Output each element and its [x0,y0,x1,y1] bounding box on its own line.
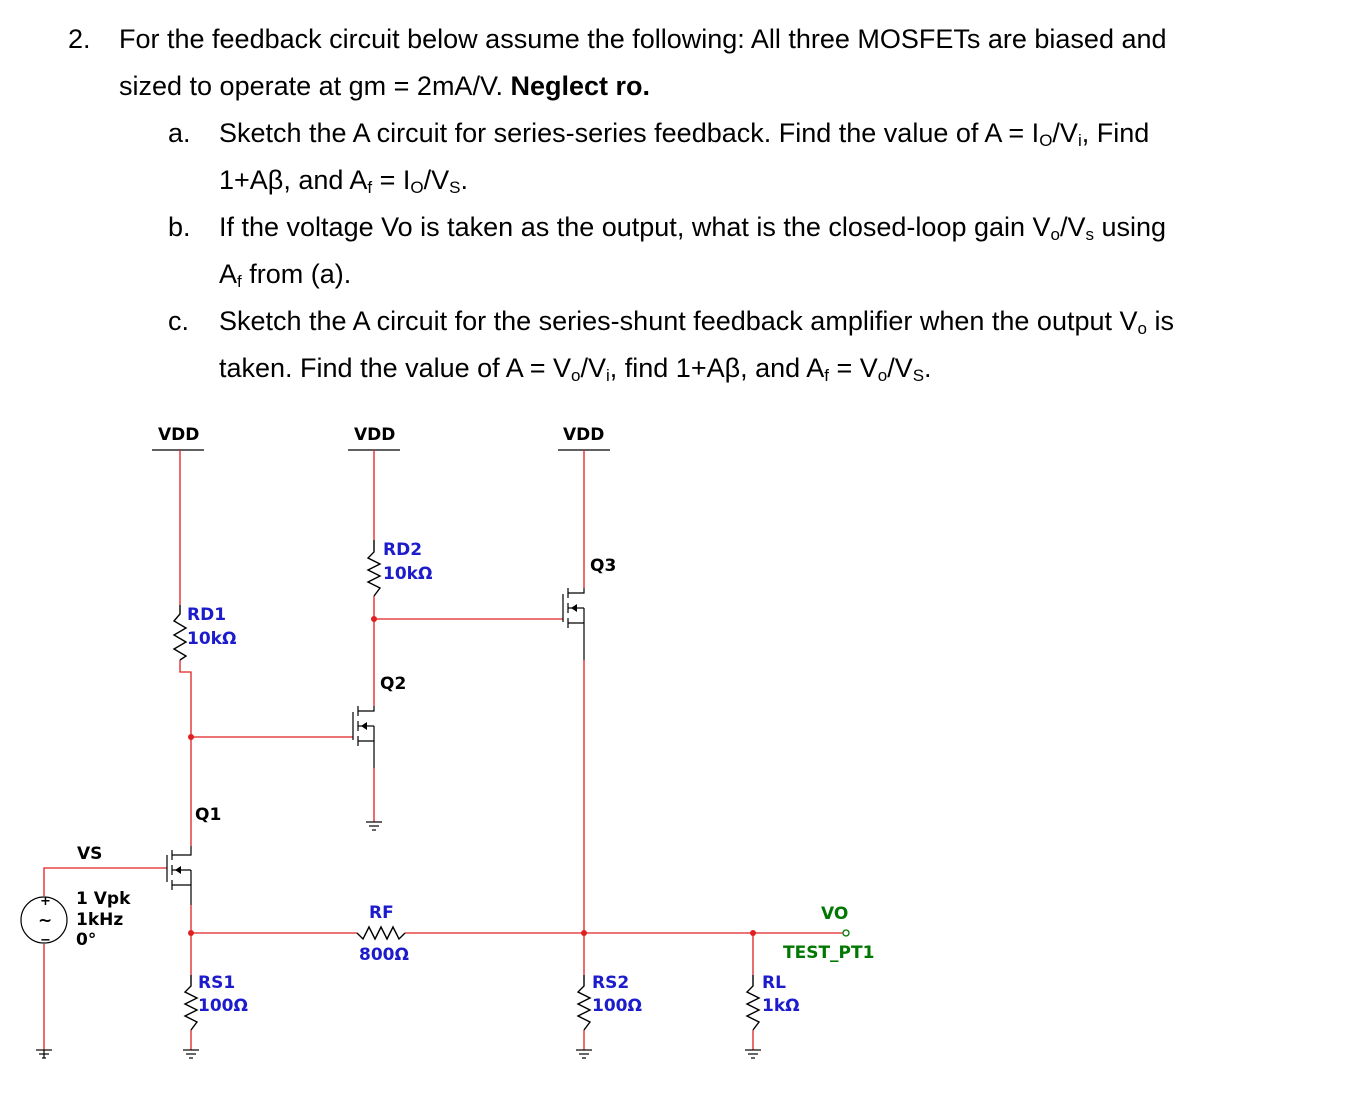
rf-name: RF [369,903,394,923]
part-a-text: 1+Aβ, and A [219,165,368,195]
ground-icon [183,1050,199,1058]
part-b-sub: f [237,272,242,291]
rl-name: RL [762,973,786,993]
wires [44,450,844,1050]
part-c-sub: S [912,366,925,385]
part-a-text: /V [1052,118,1078,148]
part-b-text: /V [1060,212,1086,242]
vdd-label: VDD [354,425,396,445]
mosfet-q3 [563,556,616,660]
rd2-value: 10kΩ [383,564,433,584]
vs-amplitude: 1 Vpk [76,889,131,909]
part-c-sub: i [605,366,610,385]
vo-label: VO [821,904,849,924]
part-a-sub: f [367,178,373,197]
part-b-sub: s [1085,225,1095,244]
part-c-text: /V [580,353,606,383]
part-b-text: If the voltage Vo is taken as the output, what is the closed-loop gain V [219,212,1051,242]
ground-icon [36,1050,52,1058]
resistor-rl [747,973,800,1030]
q2-label: Q2 [380,674,407,694]
part-c-sub: o [1137,319,1147,338]
q1-label: Q1 [195,805,222,825]
part-c-sub: f [824,366,829,385]
rs2-name: RS2 [592,973,630,993]
junctions [188,616,756,936]
source-minus-sign: − [40,933,51,948]
part-c-text: = V [828,353,878,383]
part-a-text: Sketch the A circuit for series-series feedback. Find the value of A = I [219,118,1040,148]
vdd-rail-2 [348,425,400,450]
rf-value: 800Ω [359,945,409,965]
rd2-name: RD2 [383,540,423,560]
part-c-text: is [1146,306,1174,336]
neglect-ro-text: Neglect ro. [510,71,651,101]
test-point-label: TEST_PT1 [783,943,875,963]
part-a-text: = I [372,165,411,195]
part-a-sub: i [1077,131,1082,150]
ground-icon [366,822,382,830]
problem-line-1: For the feedback circuit below assume the following: All three MOSFETs are biased and [119,24,1167,54]
part-a-text: , Find [1081,118,1150,148]
source-plus-sign: + [40,894,51,909]
part-c-sub: o [877,366,888,385]
rs1-name: RS1 [198,973,236,993]
q3-label: Q3 [590,556,617,576]
ac-voltage-source [21,844,131,950]
part-b-text: from (a). [241,259,352,289]
part-c-text: , find 1+Aβ, and A [609,353,825,383]
rd1-name: RD1 [187,605,227,625]
vdd-label: VDD [158,425,200,445]
part-b-sub: o [1050,225,1060,244]
vdd-label: VDD [563,425,605,445]
resistor-rd1 [174,605,236,660]
part-a-text: /V [423,165,450,195]
part-c-sub: o [571,366,581,385]
part-b-text: using [1094,212,1167,242]
vdd-rail-1 [152,425,204,450]
part-a-text: . [460,165,469,195]
problem-number: 2. [68,24,91,54]
mosfet-q1 [167,805,221,905]
part-c-letter: c. [168,306,190,336]
resistor-rd2 [368,540,432,596]
vs-frequency: 1kHz [76,910,124,930]
rd1-value: 10kΩ [187,629,237,649]
resistor-rs1 [185,973,248,1030]
rs2-value: 100Ω [592,996,642,1016]
part-a-letter: a. [168,118,191,148]
part-c-text: Sketch the A circuit for the series-shunt feedback amplifier when the output V [219,306,1138,336]
part-a-sub: S [449,178,461,197]
part-c-text: taken. Find the value of A = V [219,353,571,383]
sine-wave-icon: ~ [38,911,53,931]
vs-name: VS [77,844,103,864]
part-a-sub: O [410,178,424,197]
ground-icon [745,1050,761,1058]
part-b-text: A [219,259,238,289]
part-c-text: /V [887,353,913,383]
part-c-text: . [924,353,932,383]
resistor-rf [357,903,409,965]
vs-phase: 0° [76,930,97,950]
rs1-value: 100Ω [198,996,248,1016]
mosfet-q2 [353,674,406,768]
part-a-sub: O [1039,131,1053,150]
rl-value: 1kΩ [762,996,800,1016]
vdd-rail-3 [558,425,610,450]
problem-line-2-text: sized to operate at gm = 2mA/V. [119,71,511,101]
ground-icon [576,1050,592,1058]
part-b-letter: b. [168,212,191,242]
resistor-rs2 [578,973,642,1030]
